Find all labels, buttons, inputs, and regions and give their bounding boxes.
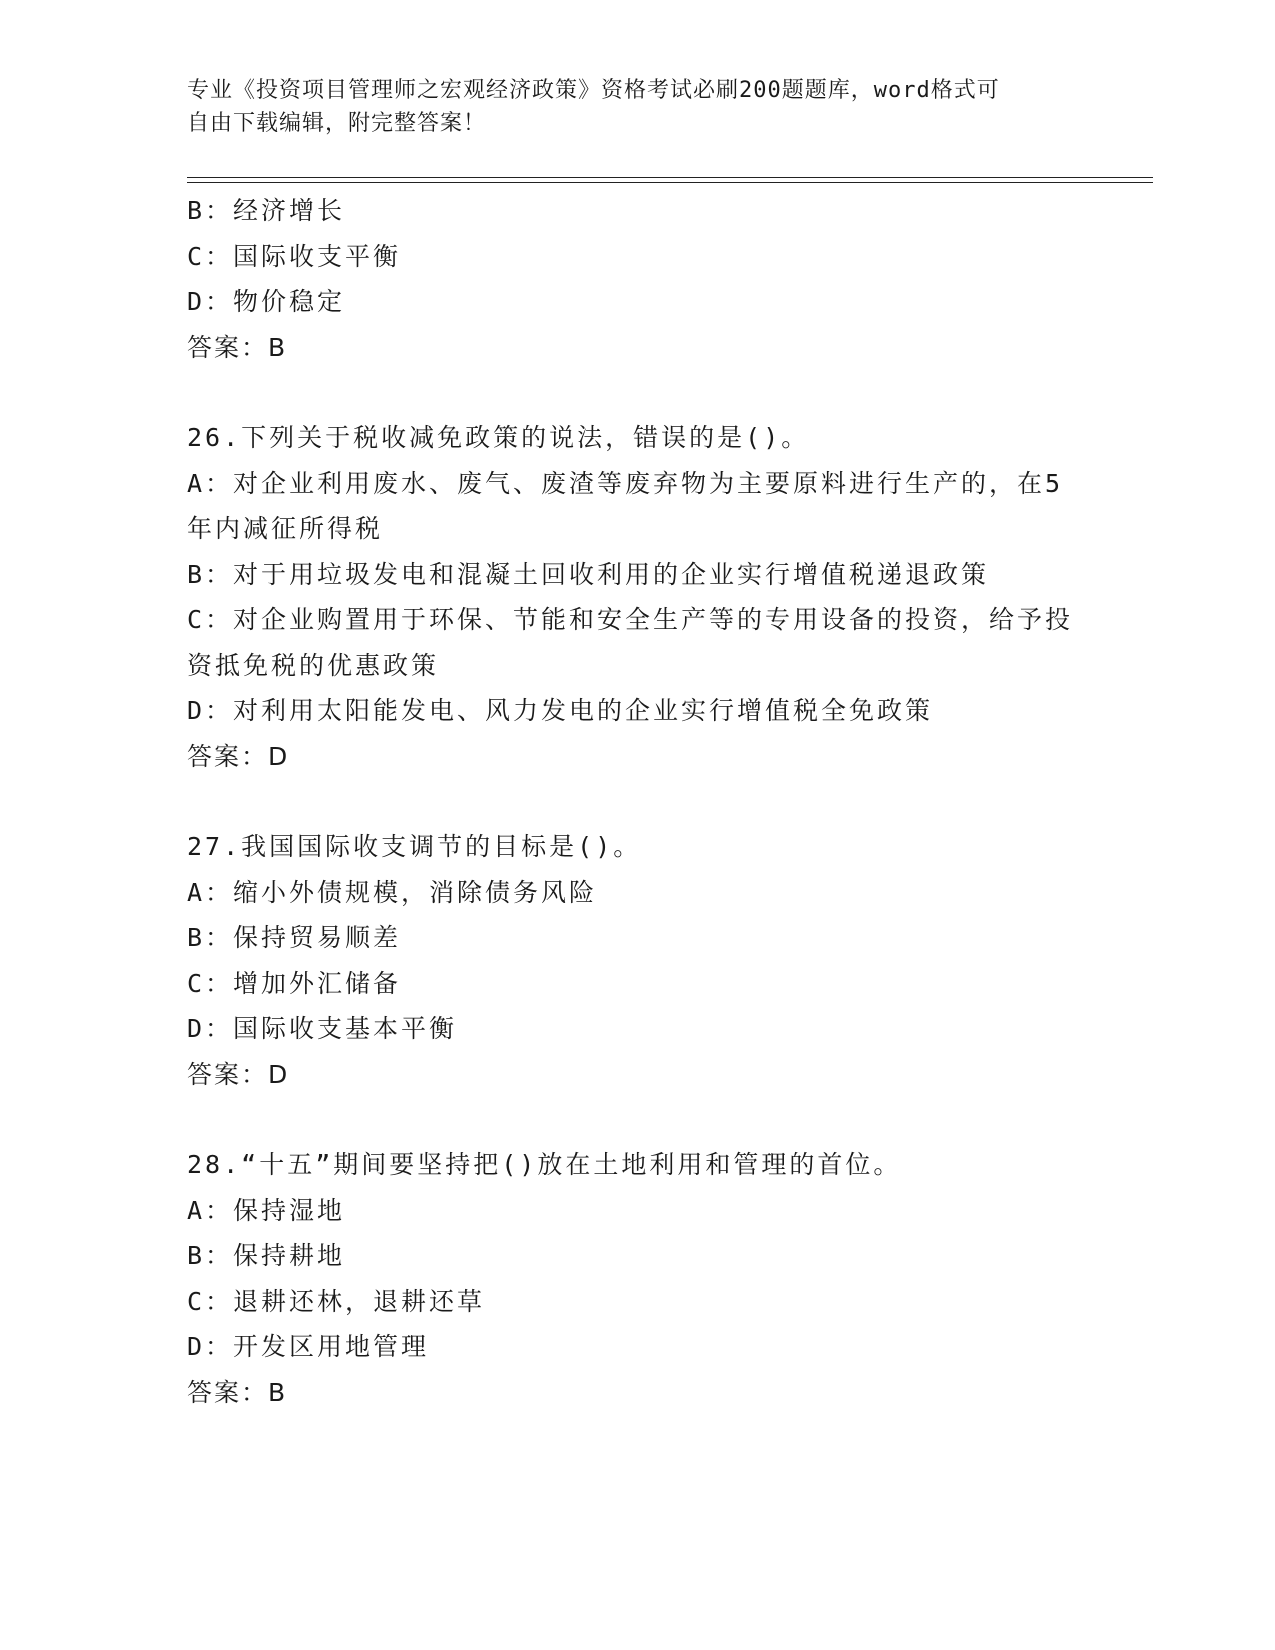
option-c: C：退耕还林，退耕还草 — [187, 1286, 486, 1316]
option-d: D：物价稳定 — [187, 287, 346, 316]
answer-line: 答案：D — [187, 741, 290, 771]
question-text: 27.我国国际收支调节的目标是()。 — [187, 832, 642, 861]
option-a: A：保持湿地 — [187, 1195, 346, 1225]
option-d: D：国际收支基本平衡 — [187, 1014, 458, 1043]
header-divider-top — [187, 177, 1153, 178]
question-text: 28.“十五”期间要坚持把()放在土地利用和管理的首位。 — [187, 1150, 902, 1179]
header-divider-bottom — [187, 182, 1153, 183]
answer-line: 答案：B — [187, 1377, 288, 1407]
option-d: D：对利用太阳能发电、风力发电的企业实行增值税全免政策 — [187, 696, 934, 725]
header-line-1: 专业《投资项目管理师之宏观经济政策》资格考试必刷200题题库，word格式可 — [187, 78, 1000, 103]
answer-line: 答案：D — [187, 1059, 290, 1089]
question-block-25 — [187, 188, 1087, 370]
header-line-2: 自由下载编辑，附完整答案！ — [187, 111, 487, 136]
question-list — [187, 188, 1087, 1415]
option-a: A：对企业利用废水、废气、废渣等废弃物为主要原料进行生产的，在5年内减征所得税 — [187, 468, 1064, 543]
answer-line: 答案：B — [187, 332, 288, 362]
option-a: A：缩小外债规模，消除债务风险 — [187, 877, 598, 907]
option-b: B：保持贸易顺差 — [187, 923, 402, 952]
question-block-26 — [187, 415, 1087, 779]
document-header — [187, 74, 1087, 140]
option-c: C：国际收支平衡 — [187, 241, 402, 271]
spacer — [187, 370, 1087, 415]
option-c: C：对企业购置用于环保、节能和安全生产等的专用设备的投资，给予投资抵免税的优惠政策 — [187, 605, 1074, 680]
option-b: B：保持耕地 — [187, 1241, 346, 1270]
option-b: B：经济增长 — [187, 196, 346, 225]
option-c: C：增加外汇储备 — [187, 968, 402, 998]
question-block-28 — [187, 1142, 1087, 1415]
question-block-27 — [187, 824, 1087, 1097]
option-d: D：开发区用地管理 — [187, 1332, 430, 1361]
spacer — [187, 1097, 1087, 1142]
option-b: B：对于用垃圾发电和混凝土回收利用的企业实行增值税递退政策 — [187, 559, 990, 589]
spacer — [187, 779, 1087, 824]
question-text: 26.下列关于税收减免政策的说法，错误的是()。 — [187, 423, 810, 452]
